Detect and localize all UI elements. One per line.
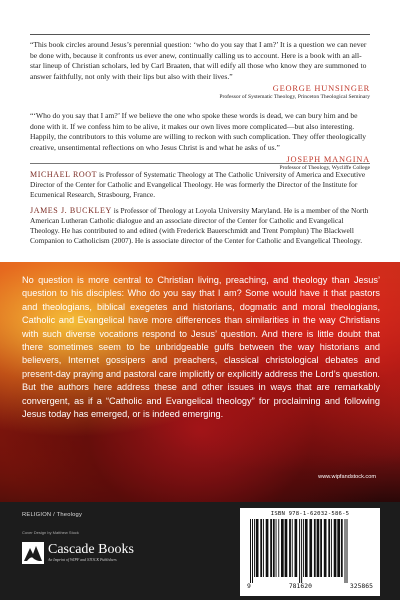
subject-category: RELIGION / Theology bbox=[22, 512, 83, 518]
barcode-icon bbox=[246, 519, 374, 583]
back-cover-bottom-panel bbox=[0, 502, 400, 600]
endorser-title: Professor of Theology, Wycliffe College bbox=[279, 165, 370, 172]
editor-bio-text: is Professor of Theology at Loyola University Maryland. He is a member of the North American Lutheran Catholic dialogue and an associate director of the Center for Catholic and Evangelical Theology. He has contributed to and edited (with Frederick Bauerschmidt and Trent Pomplun) The Blackwell Companion to Catholicism (2007). He is associate director of the Center for Catholic and Evangelical Theology. bbox=[30, 206, 369, 246]
editor-bio-text: is Professor of Systematic Theology at The Catholic University of America and Executive Director of the Center for Catholic and Evangelical Theology. He was formerly the Director of the Institute for Ecumenical Research, Strasbourg, France. bbox=[30, 170, 366, 200]
back-cover-top-panel bbox=[0, 0, 400, 262]
endorsement-quote: “This book circles around Jesus’s perennial question: ‘who do you say that I am?’ It is a question we can never be done with, because it confronts us ever anew, continually calling us to account. Here is a book with an all-star lineup of Christian scholars, led by Carl Braaten, that will edify all those who know they are summoned to answer faithfully, not only with their lips but also with their lives.” bbox=[30, 40, 367, 81]
publisher-imprint: An Imprint of WIPF and STOCK Publishers bbox=[48, 558, 117, 562]
barcode-digits bbox=[246, 582, 374, 590]
editor-bio-root bbox=[30, 170, 370, 200]
endorsement-quote: “‘Who do you say that I am?’ If we believe the one who spoke these words is dead, we can bury him and be done with it. If we confess him to be alive, it makes our own lives more complicated—but also interesting. Happily, the contributors to this volume are willing to reckon with such complication. They offer theologically creative, unsentimental reflections on who Jesus Christ is and what he asks of us.” bbox=[30, 111, 367, 152]
publisher-website: www.wipfandstock.com bbox=[318, 474, 376, 480]
endorsement-hunsinger bbox=[30, 40, 370, 100]
bio-divider bbox=[30, 163, 370, 164]
editor-name: JAMES J. BUCKLEY bbox=[30, 206, 112, 215]
cascade-books-logo-icon bbox=[22, 542, 44, 564]
endorser-name: JOSEPH MANGINA bbox=[286, 155, 370, 165]
editor-bio-buckley bbox=[30, 206, 370, 246]
barcode-digit-group: 325865 bbox=[349, 582, 373, 590]
publisher-logo bbox=[22, 542, 146, 578]
back-cover-art-panel bbox=[0, 262, 400, 502]
publisher-name: Cascade Books bbox=[48, 542, 134, 557]
endorser-name: GEORGE HUNSINGER bbox=[272, 84, 370, 94]
barcode-digit-group: 781620 bbox=[288, 582, 312, 590]
publisher-wordmark bbox=[48, 542, 134, 562]
isbn-label: ISBN 978-1-62032-586-5 bbox=[270, 511, 350, 517]
top-divider bbox=[30, 34, 370, 35]
book-description: No question is more central to Christian living, preaching, and theology than Jesus’ question to his disciples: Who do you say that I am? Some would have it that pastors and theologians, biblical exegetes and historians, dogmatic and moral theologians, Catholic and Evangelical have more differences than similarities in the way Christians with such diverse vocations respond to Jesus’ question. And there is little doubt that there sometimes seem to be unbridgeable gulfs between the way historians and believers, Internet gossipers and preachers, classical christological debates and present-day praying and pastoral care implicitly or explicitly address the Lord’s question. But the authors here address these and other issues in ways that are remarkably convergent, as if a “Catholic and Evangelical theology” for proclaiming and following Jesus today has emerged, or is indeed emerging. bbox=[22, 275, 380, 420]
barcode-digit-group: 9 bbox=[247, 582, 251, 590]
editor-name: MICHAEL ROOT bbox=[30, 170, 98, 179]
isbn-barcode bbox=[240, 508, 380, 596]
endorser-title: Professor of Systematic Theology, Princeton Theological Seminary bbox=[219, 94, 370, 101]
cover-design-credit: Cover Design by Matthew Stock bbox=[22, 530, 79, 535]
